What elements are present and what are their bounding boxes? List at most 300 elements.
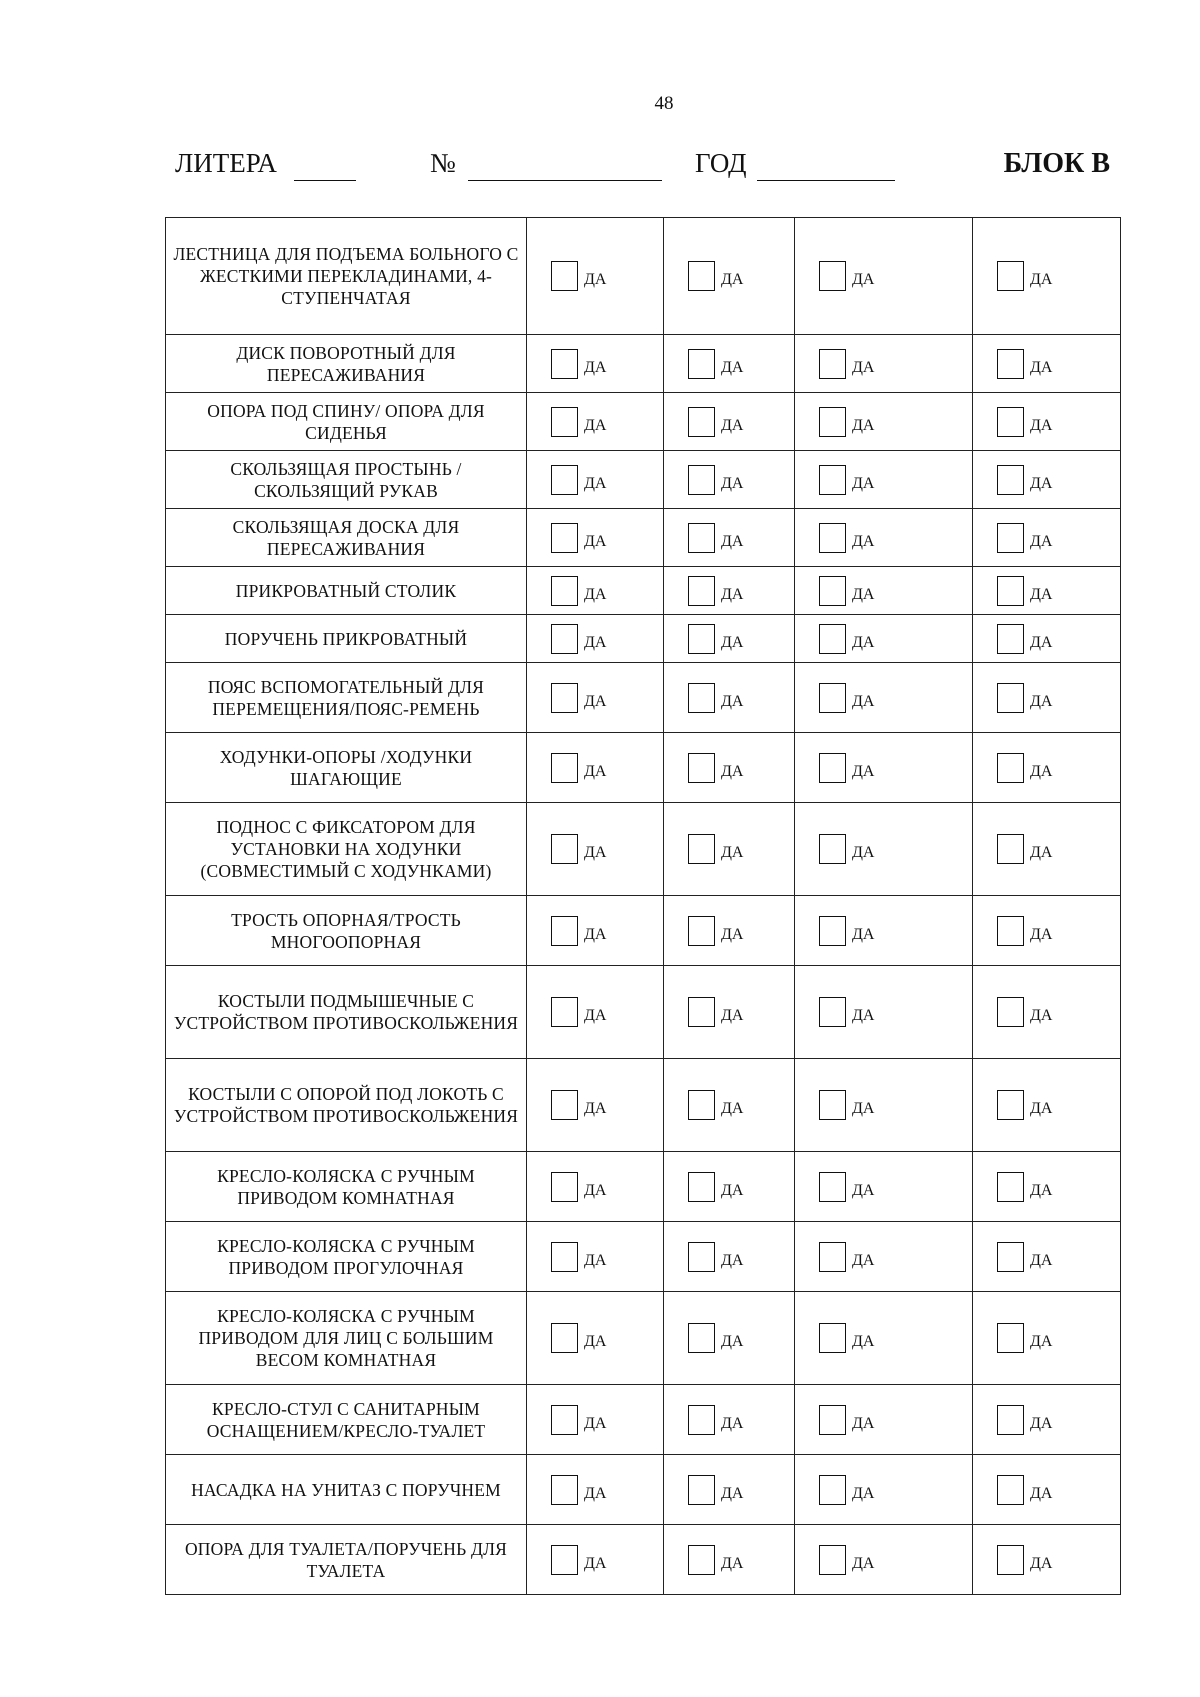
yes-option[interactable] — [819, 1090, 874, 1120]
checkbox[interactable] — [551, 407, 578, 437]
checkbox[interactable] — [997, 261, 1024, 291]
checkbox[interactable] — [551, 1172, 578, 1202]
yes-option[interactable] — [551, 1475, 606, 1505]
table-row — [166, 1059, 1121, 1152]
checkbox-label: ДА — [584, 532, 607, 550]
checkbox[interactable] — [551, 1545, 578, 1575]
checkbox[interactable] — [819, 1405, 846, 1435]
checkbox-cell — [527, 1525, 664, 1595]
checkbox[interactable] — [819, 916, 846, 946]
checkbox[interactable] — [997, 1242, 1024, 1272]
yes-option[interactable] — [997, 1405, 1052, 1435]
item-name: КОСТЫЛИ С ОПОРОЙ ПОД ЛОКОТЬ С УСТРОЙСТВОМ ПРОТИВОСКОЛЬЖЕНИЯ — [173, 1084, 519, 1126]
checkbox-label: ДА — [721, 532, 744, 550]
checkbox-cell — [973, 803, 1121, 896]
checkbox-cell — [973, 218, 1121, 335]
checkbox-cell — [664, 1059, 795, 1152]
yes-option[interactable] — [819, 576, 874, 606]
yes-option[interactable] — [688, 349, 743, 379]
yes-option[interactable] — [997, 465, 1052, 495]
item-cell — [166, 335, 527, 393]
yes-option[interactable] — [551, 349, 606, 379]
checkbox[interactable] — [551, 1475, 578, 1505]
yes-option[interactable] — [997, 683, 1052, 713]
checkbox-label: ДА — [721, 1251, 744, 1269]
checkbox-label: ДА — [852, 585, 875, 603]
checkbox-label: ДА — [852, 1333, 875, 1350]
yes-option[interactable] — [688, 683, 743, 713]
yes-option[interactable] — [819, 997, 874, 1027]
yes-option[interactable] — [997, 523, 1052, 553]
yes-option[interactable] — [997, 997, 1052, 1027]
item-name: ПОДНОС С ФИКСАТОРОМ ДЛЯ УСТАНОВКИ НА ХОДУНКИ (СОВМЕСТИМЫЙ С ХОДУНКАМИ) — [200, 817, 492, 881]
checkbox[interactable] — [819, 1545, 846, 1575]
yes-option[interactable] — [688, 1405, 743, 1435]
yes-option[interactable] — [551, 624, 606, 654]
yes-option[interactable] — [819, 753, 874, 783]
checkbox-label: ДА — [584, 1100, 607, 1117]
item-name: ОПОРА ДЛЯ ТУАЛЕТА/ПОРУЧЕНЬ ДЛЯ ТУАЛЕТА — [184, 1538, 508, 1581]
checkbox[interactable] — [819, 523, 846, 553]
yes-option[interactable] — [997, 261, 1052, 291]
item-cell — [166, 509, 527, 567]
checkbox-cell — [973, 1152, 1121, 1222]
checkbox-label: ДА — [584, 762, 607, 780]
checkbox-cell — [973, 1525, 1121, 1595]
checkbox[interactable] — [688, 523, 715, 553]
checkbox-cell — [527, 335, 664, 393]
checkbox[interactable] — [551, 1405, 578, 1435]
yes-option[interactable] — [551, 753, 606, 783]
yes-option[interactable] — [997, 1545, 1052, 1575]
checkbox[interactable] — [819, 997, 846, 1027]
checkbox[interactable] — [551, 753, 578, 783]
checkbox[interactable] — [551, 1242, 578, 1272]
yes-option[interactable] — [819, 261, 874, 291]
checkbox-cell — [527, 509, 664, 567]
checkbox[interactable] — [688, 261, 715, 291]
item-name: КРЕСЛО-КОЛЯСКА С РУЧНЫМ ПРИВОДОМ ДЛЯ ЛИЦ С БОЛЬШИМ ВЕСОМ КОМНАТНАЯ — [198, 1306, 494, 1370]
yes-option[interactable] — [688, 1242, 743, 1272]
yes-option[interactable] — [819, 465, 874, 495]
checkbox[interactable] — [551, 916, 578, 946]
checkbox-cell — [795, 803, 973, 896]
checkbox[interactable] — [819, 834, 846, 864]
checkbox-label: ДА — [721, 925, 744, 943]
checkbox[interactable] — [997, 916, 1024, 946]
checkbox-label: ДА — [584, 925, 607, 943]
checkbox[interactable] — [688, 683, 715, 713]
yes-option[interactable] — [688, 1090, 743, 1120]
table-row — [166, 1525, 1121, 1595]
yes-option[interactable] — [819, 1545, 874, 1575]
checkbox-cell — [527, 1059, 664, 1152]
checkbox[interactable] — [997, 1323, 1024, 1353]
checkbox-cell — [795, 567, 973, 615]
item-name: ЛЕСТНИЦА ДЛЯ ПОДЪЕМА БОЛЬНОГО С ЖЕСТКИМИ ПЕРЕКЛАДИНАМИ, 4-СТУПЕНЧАТАЯ — [173, 244, 519, 308]
checkbox-label: ДА — [721, 692, 744, 710]
checkbox-cell — [795, 733, 973, 803]
checkbox[interactable] — [819, 683, 846, 713]
checkbox-label: ДА — [584, 416, 607, 434]
checkbox[interactable] — [688, 834, 715, 864]
checkbox-label: ДА — [721, 762, 744, 780]
checkbox-cell — [527, 1222, 664, 1292]
checkbox-cell — [527, 733, 664, 803]
yes-option[interactable] — [997, 1323, 1052, 1353]
checkbox-cell — [795, 1525, 973, 1595]
yes-option[interactable] — [819, 916, 874, 946]
checkbox-cell — [664, 335, 795, 393]
yes-option[interactable] — [688, 834, 743, 864]
checkbox[interactable] — [551, 465, 578, 495]
checkbox-label: ДА — [852, 633, 875, 651]
item-name: ТРОСТЬ ОПОРНАЯ/ТРОСТЬ МНОГООПОРНАЯ — [231, 909, 461, 952]
checkbox-cell — [527, 615, 664, 663]
checkbox[interactable] — [551, 683, 578, 713]
checkbox[interactable] — [551, 523, 578, 553]
checkbox[interactable] — [688, 465, 715, 495]
yes-option[interactable] — [688, 523, 743, 553]
checkbox-cell — [664, 1152, 795, 1222]
checkbox-cell — [527, 1455, 664, 1525]
item-name: ХОДУНКИ-ОПОРЫ /ХОДУНКИ ШАГАЮЩИЕ — [219, 746, 473, 789]
checkbox[interactable] — [551, 834, 578, 864]
checkbox[interactable] — [819, 1323, 846, 1353]
yes-option[interactable] — [688, 1545, 743, 1575]
yes-option[interactable] — [997, 753, 1052, 783]
yes-option[interactable] — [551, 1323, 606, 1353]
checkbox-cell — [664, 966, 795, 1059]
yes-option[interactable] — [688, 753, 743, 783]
year-label: ГОД — [695, 148, 747, 178]
checkbox-label: ДА — [852, 532, 875, 550]
checkbox-label: ДА — [1030, 271, 1053, 288]
checkbox-cell — [973, 1385, 1121, 1455]
checkbox-label: ДА — [852, 1007, 875, 1024]
item-name: ОПОРА ПОД СПИНУ/ ОПОРА ДЛЯ СИДЕНЬЯ — [207, 400, 485, 443]
yes-option[interactable] — [819, 683, 874, 713]
checkbox[interactable] — [997, 465, 1024, 495]
item-name: ПРИКРОВАТНЫЙ СТОЛИК — [235, 580, 457, 601]
checkbox-label: ДА — [584, 1007, 607, 1024]
yes-option[interactable] — [997, 1242, 1052, 1272]
checkbox-label: ДА — [1030, 1484, 1053, 1502]
checkbox-cell — [973, 567, 1121, 615]
checkbox[interactable] — [688, 1545, 715, 1575]
block-label: БЛОК В — [1003, 148, 1110, 179]
yes-option[interactable] — [551, 683, 606, 713]
equipment-table — [165, 217, 1121, 1595]
yes-option[interactable] — [551, 997, 606, 1027]
yes-option[interactable] — [551, 1545, 606, 1575]
checkbox[interactable] — [997, 1172, 1024, 1202]
checkbox-label: ДА — [584, 1181, 607, 1199]
checkbox-label: ДА — [852, 762, 875, 780]
checkbox[interactable] — [997, 624, 1024, 654]
checkbox[interactable] — [819, 465, 846, 495]
checkbox[interactable] — [688, 349, 715, 379]
checkbox[interactable] — [997, 407, 1024, 437]
checkbox-label: ДА — [1030, 585, 1053, 603]
litera-field[interactable] — [294, 180, 356, 181]
checkbox-label: ДА — [584, 844, 607, 861]
item-name: КРЕСЛО-КОЛЯСКА С РУЧНЫМ ПРИВОДОМ ПРОГУЛОЧНАЯ — [217, 1235, 475, 1278]
checkbox[interactable] — [819, 624, 846, 654]
checkbox-label: ДА — [721, 474, 744, 492]
checkbox-label: ДА — [721, 271, 744, 288]
checkbox[interactable] — [997, 1090, 1024, 1120]
checkbox[interactable] — [819, 1172, 846, 1202]
checkbox-label: ДА — [1030, 474, 1053, 492]
checkbox[interactable] — [997, 1545, 1024, 1575]
table-row — [166, 1292, 1121, 1385]
checkbox-label: ДА — [1030, 1181, 1053, 1199]
checkbox-cell — [795, 1222, 973, 1292]
yes-option[interactable] — [551, 407, 606, 437]
checkbox-cell — [795, 1385, 973, 1455]
yes-option[interactable] — [819, 1405, 874, 1435]
item-cell — [166, 1152, 527, 1222]
checkbox-cell — [664, 1525, 795, 1595]
checkbox[interactable] — [688, 407, 715, 437]
item-name: НАСАДКА НА УНИТАЗ С ПОРУЧНЕМ — [191, 1479, 501, 1500]
checkbox-label: ДА — [1030, 1333, 1053, 1350]
checkbox-label: ДА — [584, 1414, 607, 1432]
checkbox-label: ДА — [1030, 844, 1053, 861]
checkbox[interactable] — [551, 997, 578, 1027]
checkbox-label: ДА — [584, 271, 607, 288]
item-cell — [166, 1059, 527, 1152]
yes-option[interactable] — [688, 997, 743, 1027]
checkbox-label: ДА — [1030, 925, 1053, 943]
yes-option[interactable] — [819, 1172, 874, 1202]
yes-option[interactable] — [819, 1323, 874, 1353]
yes-option[interactable] — [688, 1172, 743, 1202]
yes-option[interactable] — [819, 349, 874, 379]
checkbox[interactable] — [997, 576, 1024, 606]
item-cell — [166, 803, 527, 896]
yes-option[interactable] — [997, 1090, 1052, 1120]
table-row — [166, 218, 1121, 335]
checkbox-cell — [795, 663, 973, 733]
yes-option[interactable] — [997, 407, 1052, 437]
litera-label: ЛИТЕРА — [175, 148, 277, 178]
checkbox-label: ДА — [852, 358, 875, 376]
checkbox[interactable] — [688, 1172, 715, 1202]
yes-option[interactable] — [997, 1475, 1052, 1505]
checkbox-label: ДА — [1030, 633, 1053, 651]
item-cell — [166, 615, 527, 663]
yes-option[interactable] — [688, 624, 743, 654]
checkbox-label: ДА — [852, 1484, 875, 1502]
checkbox-cell — [664, 615, 795, 663]
checkbox-label: ДА — [721, 1181, 744, 1199]
yes-option[interactable] — [688, 407, 743, 437]
yes-option[interactable] — [997, 624, 1052, 654]
checkbox[interactable] — [819, 349, 846, 379]
yes-option[interactable] — [819, 834, 874, 864]
yes-option[interactable] — [551, 576, 606, 606]
checkbox-cell — [795, 451, 973, 509]
yes-option[interactable] — [819, 1242, 874, 1272]
item-cell — [166, 1292, 527, 1385]
item-cell — [166, 1222, 527, 1292]
checkbox[interactable] — [819, 1475, 846, 1505]
yes-option[interactable] — [819, 624, 874, 654]
yes-option[interactable] — [997, 576, 1052, 606]
yes-option[interactable] — [551, 1172, 606, 1202]
checkbox-cell — [973, 1222, 1121, 1292]
checkbox-label: ДА — [721, 1007, 744, 1024]
item-name: ПОЯС ВСПОМОГАТЕЛЬНЫЙ ДЛЯ ПЕРЕМЕЩЕНИЯ/ПОЯС-РЕМЕНЬ — [207, 676, 485, 719]
checkbox-cell — [795, 896, 973, 966]
checkbox-label: ДА — [721, 1333, 744, 1350]
yes-option[interactable] — [688, 916, 743, 946]
checkbox-label: ДА — [721, 1414, 744, 1432]
checkbox[interactable] — [819, 1242, 846, 1272]
yes-option[interactable] — [551, 523, 606, 553]
item-cell — [166, 1525, 527, 1595]
checkbox-cell — [527, 567, 664, 615]
checkbox-label: ДА — [1030, 416, 1053, 434]
yes-option[interactable] — [997, 834, 1052, 864]
checkbox[interactable] — [551, 261, 578, 291]
checkbox[interactable] — [551, 624, 578, 654]
checkbox-label: ДА — [852, 416, 875, 434]
yes-option[interactable] — [688, 1323, 743, 1353]
checkbox-cell — [795, 1152, 973, 1222]
checkbox[interactable] — [688, 997, 715, 1027]
checkbox[interactable] — [997, 997, 1024, 1027]
checkbox-label: ДА — [1030, 1414, 1053, 1432]
yes-option[interactable] — [997, 349, 1052, 379]
number-field[interactable] — [468, 180, 662, 181]
checkbox-cell — [664, 733, 795, 803]
checkbox[interactable] — [997, 1405, 1024, 1435]
yes-option[interactable] — [819, 523, 874, 553]
checkbox-cell — [664, 1385, 795, 1455]
checkbox[interactable] — [688, 916, 715, 946]
checkbox[interactable] — [551, 576, 578, 606]
checkbox-label: ДА — [721, 633, 744, 651]
checkbox-cell — [973, 733, 1121, 803]
item-name: КРЕСЛО-СТУЛ С САНИТАРНЫМ ОСНАЩЕНИЕМ/КРЕСЛО-ТУАЛЕТ — [206, 1398, 486, 1441]
yes-option[interactable] — [688, 576, 743, 606]
checkbox-cell — [527, 896, 664, 966]
item-name: ДИСК ПОВОРОТНЫЙ ДЛЯ ПЕРЕСАЖИВАНИЯ — [236, 342, 456, 385]
checkbox-label: ДА — [721, 1100, 744, 1117]
checkbox[interactable] — [688, 576, 715, 606]
yes-option[interactable] — [551, 1405, 606, 1435]
table-row — [166, 966, 1121, 1059]
yes-option[interactable] — [819, 1475, 874, 1505]
checkbox-label: ДА — [852, 474, 875, 492]
checkbox[interactable] — [688, 1323, 715, 1353]
table-row — [166, 896, 1121, 966]
yes-option[interactable] — [551, 1242, 606, 1272]
item-name: СКОЛЬЗЯЩАЯ ДОСКА ДЛЯ ПЕРЕСАЖИВАНИЯ — [232, 516, 460, 559]
checkbox-cell — [795, 218, 973, 335]
yes-option[interactable] — [997, 916, 1052, 946]
checkbox-label: ДА — [721, 358, 744, 376]
checkbox[interactable] — [997, 523, 1024, 553]
yes-option[interactable] — [819, 407, 874, 437]
yes-option[interactable] — [551, 261, 606, 291]
checkbox[interactable] — [819, 261, 846, 291]
table-row — [166, 803, 1121, 896]
checkbox[interactable] — [819, 576, 846, 606]
checkbox-cell — [973, 393, 1121, 451]
yes-option[interactable] — [551, 834, 606, 864]
yes-option[interactable] — [551, 465, 606, 495]
yes-option[interactable] — [997, 1172, 1052, 1202]
checkbox[interactable] — [688, 1475, 715, 1505]
checkbox[interactable] — [997, 349, 1024, 379]
checkbox-label: ДА — [1030, 358, 1053, 376]
checkbox[interactable] — [688, 1242, 715, 1272]
year-field[interactable] — [757, 180, 895, 181]
item-cell — [166, 393, 527, 451]
checkbox-label: ДА — [721, 585, 744, 603]
table-row — [166, 1455, 1121, 1525]
checkbox[interactable] — [819, 753, 846, 783]
item-cell — [166, 733, 527, 803]
item-cell — [166, 218, 527, 335]
checkbox-label: ДА — [1030, 1100, 1053, 1117]
checkbox[interactable] — [688, 753, 715, 783]
checkbox-label: ДА — [584, 692, 607, 710]
yes-option[interactable] — [551, 916, 606, 946]
checkbox-cell — [527, 393, 664, 451]
checkbox[interactable] — [997, 753, 1024, 783]
checkbox[interactable] — [551, 1323, 578, 1353]
checkbox[interactable] — [688, 1090, 715, 1120]
checkbox-label: ДА — [1030, 692, 1053, 710]
checkbox[interactable] — [551, 1090, 578, 1120]
checkbox-label: ДА — [1030, 1007, 1053, 1024]
table-row — [166, 1385, 1121, 1455]
checkbox-cell — [973, 451, 1121, 509]
checkbox[interactable] — [688, 624, 715, 654]
checkbox[interactable] — [688, 1405, 715, 1435]
checkbox[interactable] — [997, 834, 1024, 864]
checkbox-label: ДА — [721, 844, 744, 861]
checkbox-label: ДА — [584, 474, 607, 492]
checkbox-cell — [527, 1152, 664, 1222]
yes-option[interactable] — [688, 261, 743, 291]
yes-option[interactable] — [688, 465, 743, 495]
table-row — [166, 663, 1121, 733]
item-cell — [166, 966, 527, 1059]
checkbox-cell — [664, 663, 795, 733]
checkbox-label: ДА — [721, 416, 744, 434]
checkbox[interactable] — [997, 1475, 1024, 1505]
yes-option[interactable] — [551, 1090, 606, 1120]
checkbox[interactable] — [819, 1090, 846, 1120]
checkbox-cell — [973, 335, 1121, 393]
form-header — [175, 148, 1110, 188]
checkbox[interactable] — [819, 407, 846, 437]
number-label: № — [430, 148, 456, 178]
item-cell — [166, 1385, 527, 1455]
checkbox[interactable] — [551, 349, 578, 379]
checkbox[interactable] — [997, 683, 1024, 713]
checkbox-cell — [795, 1292, 973, 1385]
checkbox-cell — [664, 567, 795, 615]
yes-option[interactable] — [688, 1475, 743, 1505]
checkbox-label: ДА — [852, 1414, 875, 1432]
